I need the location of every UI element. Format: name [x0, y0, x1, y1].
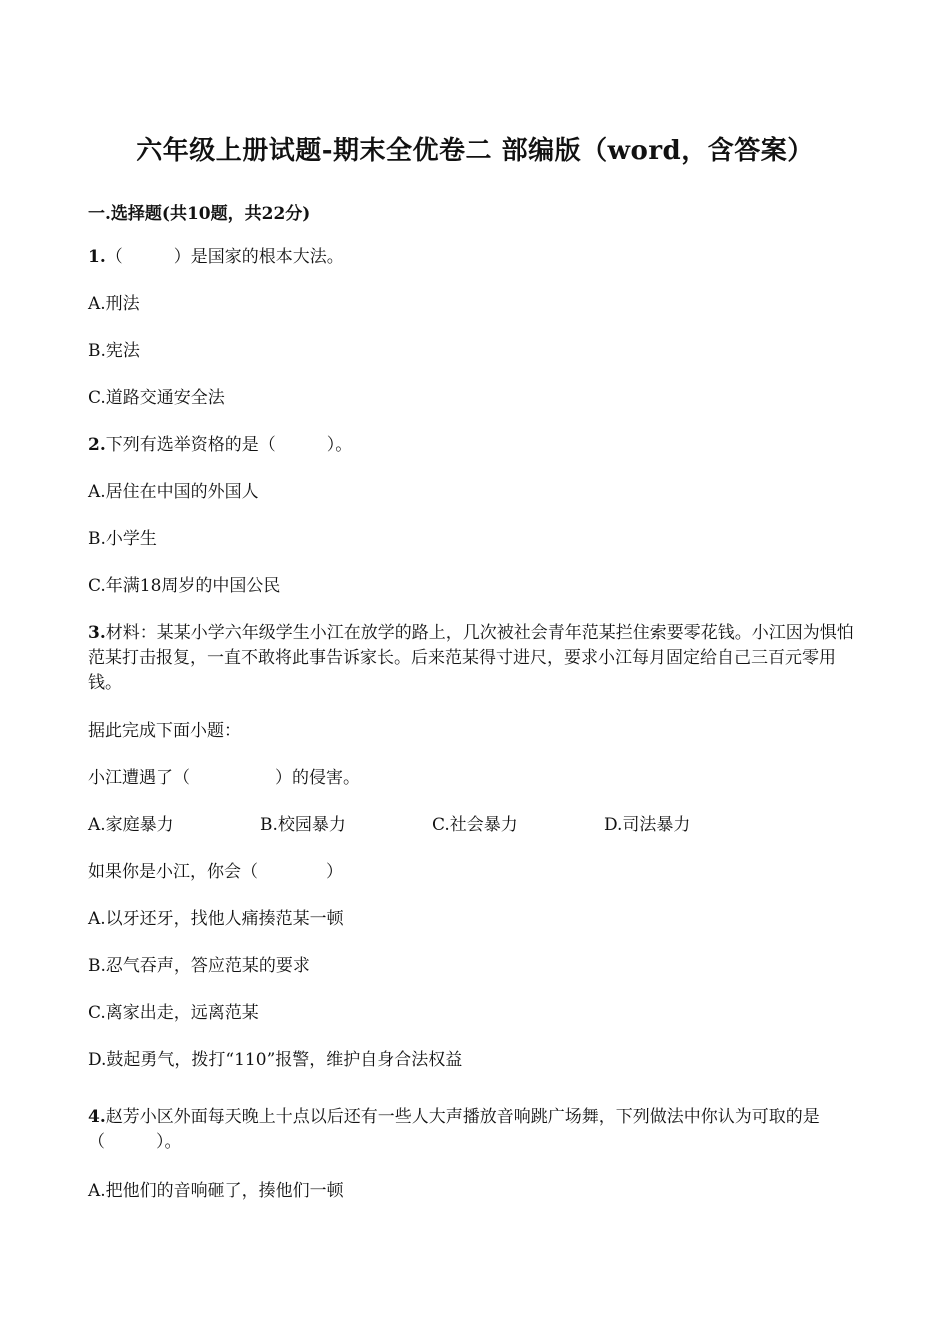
- question-1: [88, 245, 344, 270]
- question-stem: 赵芳小区外面每天晚上十点以后还有一些人大声播放音响跳广场舞，下列做法中你认为可取的是（ ）。: [88, 1107, 820, 1152]
- option-d: D.鼓起勇气，拨打“110”报警，维护自身合法权益: [88, 1050, 463, 1070]
- option-a: A.以牙还牙，找他人痛揍范某一顿: [88, 909, 344, 929]
- sub-question-2: 如果你是小江，你会（ ）: [88, 862, 343, 882]
- option-b: B.校园暴力: [260, 815, 346, 835]
- question-number: 2.: [88, 435, 106, 455]
- question-number: 3.: [88, 623, 106, 643]
- sub-question-1: 小江遭遇了（ ）的侵害。: [88, 768, 360, 788]
- question-number: 4.: [88, 1107, 106, 1127]
- option-c: C.年满18周岁的中国公民: [88, 576, 281, 596]
- option-b: B.宪法: [88, 341, 140, 361]
- option-a: A.居住在中国的外国人: [88, 482, 259, 502]
- question-instruction: 据此完成下面小题：: [88, 721, 241, 741]
- question-number: 1.: [88, 247, 106, 267]
- option-b: B.小学生: [88, 529, 157, 549]
- question-3: [88, 621, 863, 696]
- option-a: A.把他们的音响砸了，揍他们一顿: [88, 1181, 344, 1201]
- page-title: 六年级上册试题-期末全优卷二 部编版（word，含答案）: [136, 136, 814, 166]
- option-c: C.离家出走，远离范某: [88, 1003, 259, 1023]
- option-a: A.家庭暴力: [88, 815, 174, 835]
- option-d: D.司法暴力: [604, 815, 691, 835]
- section-heading: 一.选择题(共10题，共22分): [88, 204, 311, 224]
- question-stem: 下列有选举资格的是（ ）。: [105, 435, 353, 455]
- question-4: [88, 1105, 863, 1155]
- option-c: C.社会暴力: [432, 815, 518, 835]
- option-b: B.忍气吞声，答应范某的要求: [88, 956, 310, 976]
- option-c: C.道路交通安全法: [88, 388, 225, 408]
- question-material: 材料：某某小学六年级学生小江在放学的路上，几次被社会青年范某拦住索要零花钱。小江因为惧怕范某打击报复，一直不敢将此事告诉家长。后来范某得寸进尺，要求小江每月固定给自己三百元零用钱。: [88, 623, 854, 693]
- option-a: A.刑法: [88, 294, 140, 314]
- question-2: [88, 433, 352, 458]
- question-stem: （ ）是国家的根本大法。: [105, 247, 344, 267]
- sub-question-1-options: [88, 813, 776, 838]
